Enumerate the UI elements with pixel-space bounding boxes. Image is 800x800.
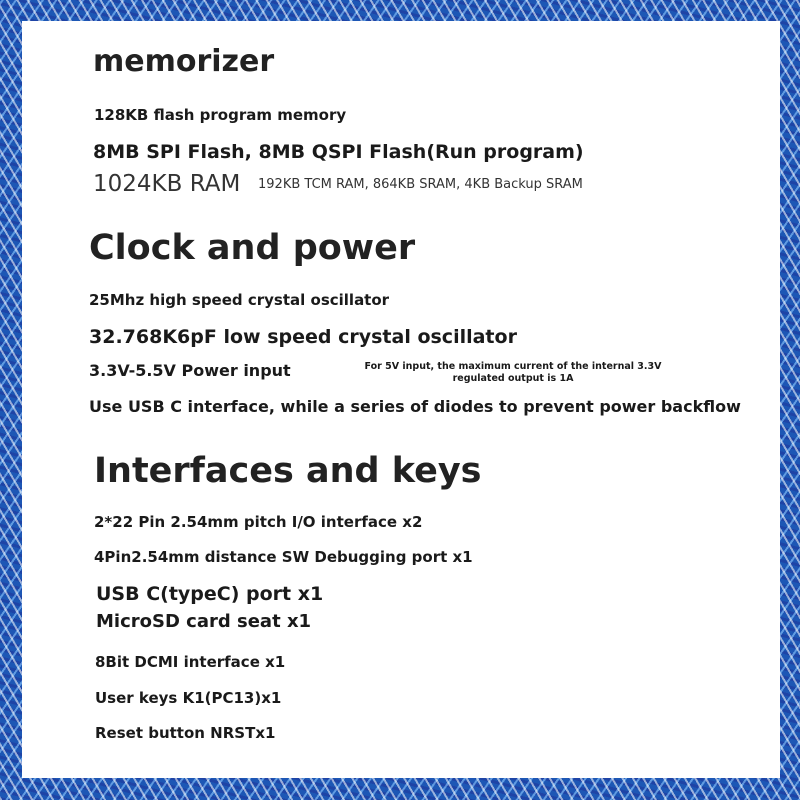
spec-spi-flash: 8MB SPI Flash, 8MB QSPI Flash(Run program) [93,141,584,163]
spec-usb-power: Use USB C interface, while a series of diodes to prevent power backflow [89,397,741,416]
spec-reset: Reset button NRSTx1 [95,724,276,742]
spec-dcmi: 8Bit DCMI interface x1 [95,653,286,671]
spec-usbc: USB C(typeC) port x1 [96,583,324,605]
spec-user-key: User keys K1(PC13)x1 [95,689,282,707]
spec-flash: 128KB flash program memory [94,106,347,124]
spec-ram-detail: 192KB TCM RAM, 864KB SRAM, 4KB Backup SRAM [258,177,583,192]
spec-io: 2*22 Pin 2.54mm pitch I/O interface x2 [94,513,423,531]
spec-ram: 1024KB RAM [93,171,241,197]
interfaces-heading: Interfaces and keys [94,451,482,491]
clock-heading: Clock and power [89,228,416,268]
spec-microsd: MicroSD card seat x1 [96,611,312,632]
spec-hse: 25Mhz high speed crystal oscillator [89,291,390,309]
spec-swd: 4Pin2.54mm distance SW Debugging port x1 [94,548,473,566]
power-note: For 5V input, the maximum current of the internal 3.3V regulated output is 1A [364,361,662,384]
spec-lse: 32.768K6pF low speed crystal oscillator [89,326,517,348]
memorizer-heading: memorizer [93,44,275,79]
spec-power: 3.3V-5.5V Power input [89,361,291,380]
